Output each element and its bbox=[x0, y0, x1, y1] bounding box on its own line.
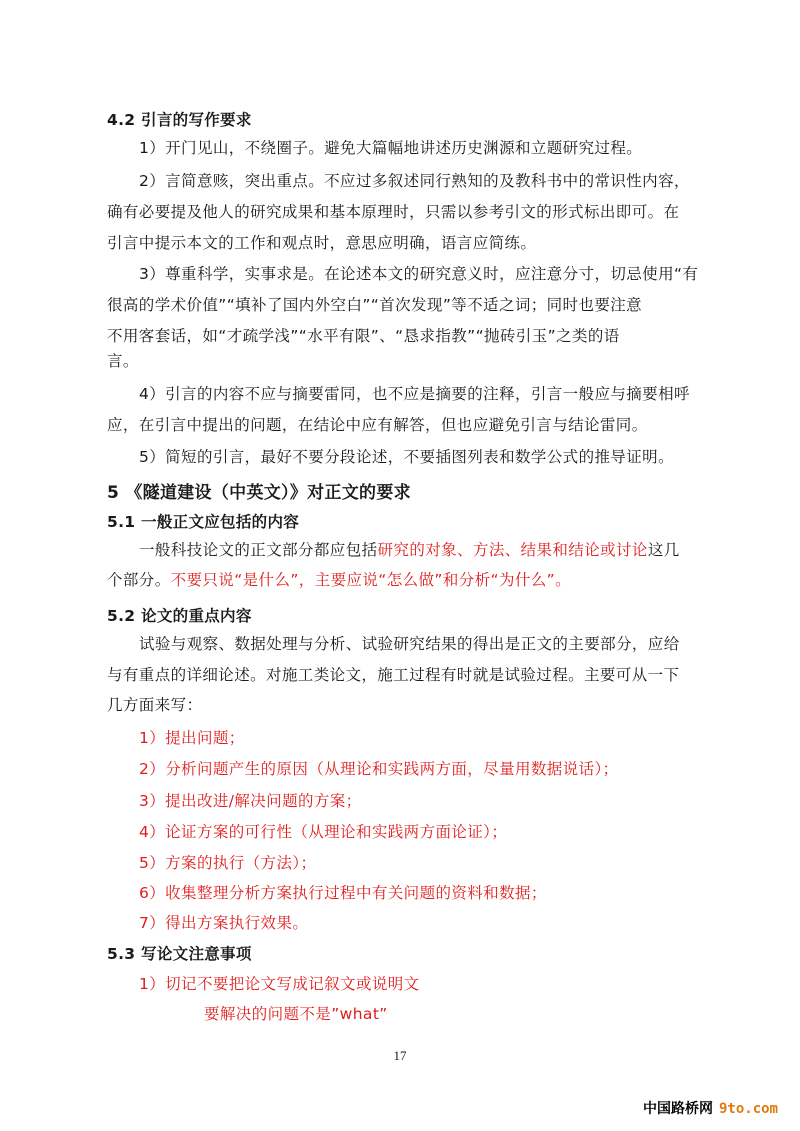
heading-5-1: 5.1 一般正文应包括的内容 bbox=[107, 513, 300, 531]
heading-4-2: 4.2 引言的写作要求 bbox=[107, 111, 252, 129]
list-item: 5）方案的执行（方法）； bbox=[139, 854, 317, 872]
text-run: 这几 bbox=[647, 541, 680, 559]
paragraph-4-2-1: 1）开门见山，不绕圈子。避免大篇幅地讲述历史渊源和立题研究过程。 bbox=[139, 139, 643, 157]
sub-item: 要解决的问题不是”what” bbox=[204, 1005, 388, 1023]
text-line: 引言中提示本文的工作和观点时，意思应明确，语言应简练。 bbox=[107, 234, 537, 252]
text-line: 几方面来写： bbox=[107, 696, 203, 714]
heading-5: 5 《隧道建设（中英文）》对正文的要求 bbox=[107, 483, 411, 503]
list-item: 6）收集整理分析方案执行过程中有关问题的资料和数据； bbox=[139, 884, 547, 902]
page-number: 17 bbox=[393, 1048, 407, 1063]
text-run: 一般科技论文的正文部分都应包括 bbox=[139, 541, 378, 559]
text-line: 确有必要提及他人的研究成果和基本原理时，只需以参考引文的形式标出即可。在 bbox=[107, 203, 680, 221]
highlight-text: 研究的对象、方法、结果和结论或讨论 bbox=[377, 541, 648, 559]
text-line: 不用客套话，如“才疏学浅”“水平有限”、“恳求指教”“抛砖引玉”之类的语 bbox=[107, 327, 620, 345]
list-item: 4）论证方案的可行性（从理论和实践两方面论证）； bbox=[139, 823, 508, 841]
text-line: 很高的学术价值”“填补了国内外空白”“首次发现”等不适之词；同时也要注意 bbox=[107, 296, 643, 314]
watermark-site-name: 中国路桥网 bbox=[642, 1101, 713, 1117]
text-line bbox=[107, 565, 571, 596]
paragraph-4-2-5: 5）简短的引言，最好不要分段论述，不要插图列表和数学公式的推导证明。 bbox=[139, 448, 674, 466]
list-item: 3）提出改进/解决问题的方案； bbox=[139, 792, 362, 810]
list-item: 2）分析问题产生的原因（从理论和实践两方面，尽量用数据说话）； bbox=[139, 760, 619, 778]
text-line: 3）尊重科学，实事求是。在论述本文的研究意义时，应注意分寸，切忌使用“有 bbox=[139, 265, 699, 283]
text-run: 个部分。 bbox=[107, 571, 171, 589]
text-line bbox=[139, 535, 680, 566]
watermark-url: 9to.com bbox=[718, 1101, 778, 1117]
text-line: 与有重点的详细论述。对施工类论文，施工过程有时就是试验过程。主要可从一下 bbox=[107, 666, 680, 684]
heading-5-3: 5.3 写论文注意事项 bbox=[107, 945, 252, 963]
list-item: 7）得出方案执行效果。 bbox=[139, 914, 309, 932]
highlight-text: 不要只说“是什么”，主要应说“怎么做”和分析“为什么”。 bbox=[170, 571, 571, 589]
watermark bbox=[643, 1098, 778, 1118]
text-line: 4）引言的内容不应与摘要雷同，也不应是摘要的注释，引言一般应与摘要相呼 bbox=[139, 385, 690, 403]
text-line: 试验与观察、数据处理与分析、试验研究结果的得出是正文的主要部分，应给 bbox=[139, 635, 680, 653]
text-line: 2）言简意赅，突出重点。不应过多叙述同行熟知的及教科书中的常识性内容， bbox=[139, 172, 690, 190]
text-line: 言。 bbox=[107, 352, 139, 370]
list-item: 1）提出问题； bbox=[139, 729, 245, 747]
list-item: 1）切记不要把论文写成记叙文或说明文 bbox=[139, 975, 420, 993]
heading-5-2: 5.2 论文的重点内容 bbox=[107, 607, 252, 625]
text-line: 应，在引言中提出的问题，在结论中应有解答，但也应避免引言与结论雷同。 bbox=[107, 416, 648, 434]
